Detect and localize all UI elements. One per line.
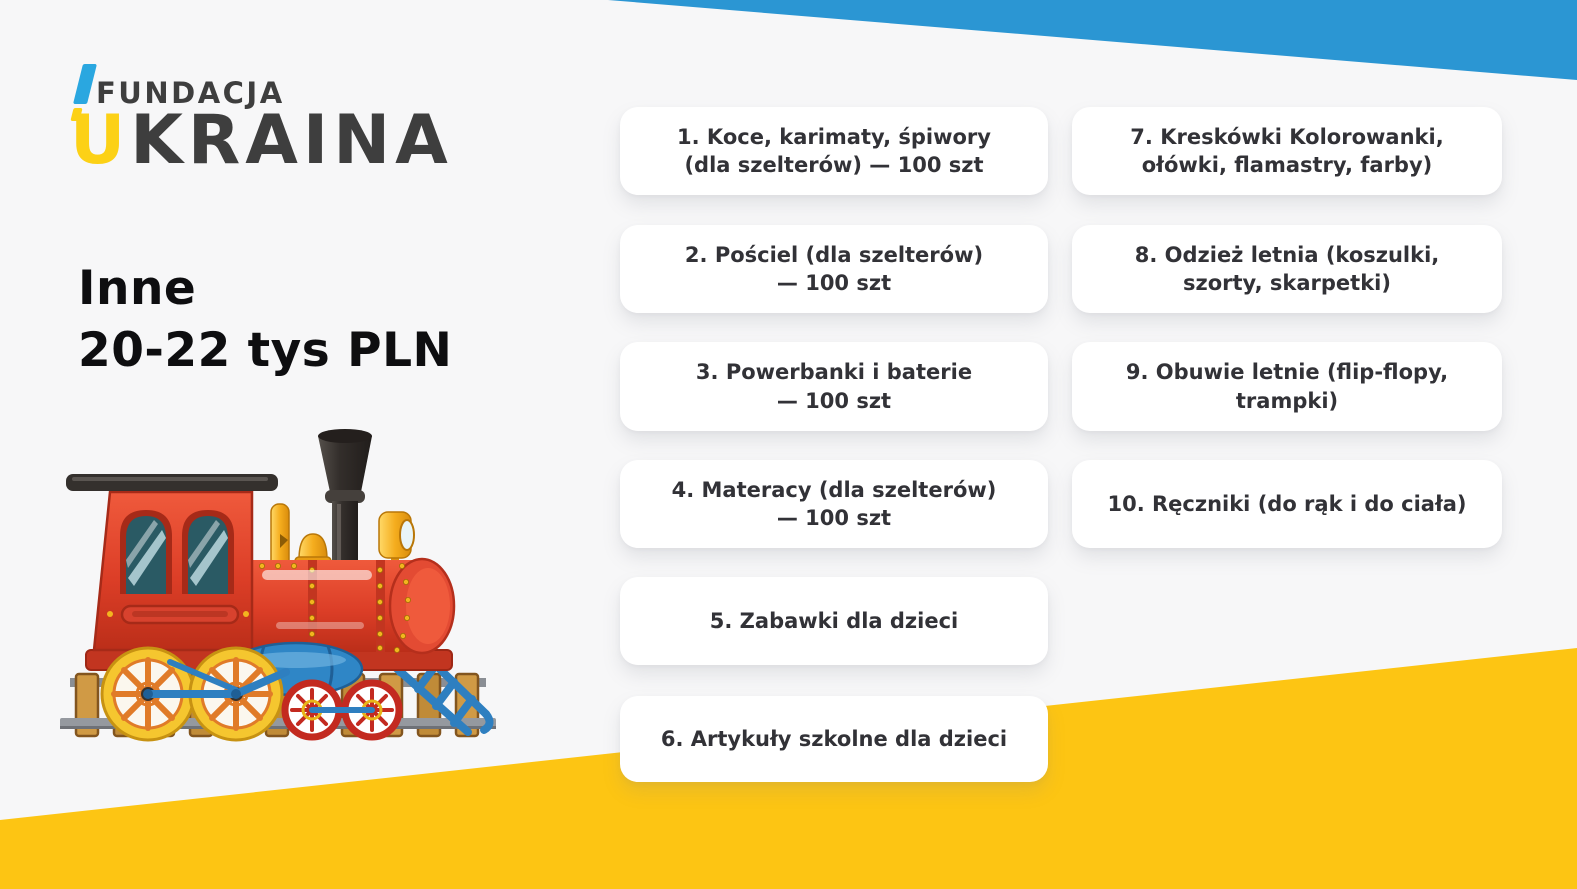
logo-word-fundacja: FUNDACJA — [96, 76, 285, 110]
item-line: — 100 szt — [776, 388, 892, 413]
item-line: 4. Materacy (dla szelterów) — [671, 477, 997, 502]
item-line: szorty, skarpetki) — [1183, 271, 1391, 295]
item-line: ołówki, flamastry, farby) — [1141, 153, 1433, 177]
item-line: 1. Koce, karimaty, śpiwory — [677, 124, 991, 149]
item-line: (dla szelterów) — 100 szt — [684, 153, 984, 177]
item-card-6 — [620, 696, 1048, 782]
item-line: 5. Zabawki dla dzieci — [709, 608, 959, 633]
cab — [66, 474, 278, 650]
logo-blue-accent-icon — [73, 64, 97, 104]
logo-letter-u: U — [70, 101, 131, 180]
item-card-10 — [1072, 460, 1502, 548]
page-title-line1: Inne — [78, 261, 197, 316]
item-line: 2. Pościel (dla szelterów) — [684, 242, 984, 267]
item-line: 9. Obuwie letnie (flip-flopy, — [1125, 360, 1449, 385]
item-line: 10. Ręczniki (do rąk i do ciała) — [1107, 491, 1467, 516]
page-title — [78, 258, 452, 382]
item-line: 7. Kreskówki Kolorowanki, — [1130, 124, 1444, 149]
item-card-4 — [620, 460, 1048, 548]
train-illustration — [50, 418, 505, 770]
logo-word-kraina: KRAINA — [130, 101, 453, 180]
item-line: — 100 szt — [776, 271, 892, 295]
item-card-7 — [1072, 107, 1502, 195]
item-card-2 — [620, 225, 1048, 313]
item-line: 8. Odzież letnia (koszulki, — [1134, 242, 1440, 267]
item-line: 3. Powerbanki i baterie — [695, 360, 973, 385]
item-card-9 — [1072, 342, 1502, 431]
item-card-8 — [1072, 225, 1502, 313]
boiler — [248, 559, 454, 653]
item-card-3 — [620, 342, 1048, 431]
item-card-1 — [620, 107, 1048, 195]
item-card-5 — [620, 577, 1048, 665]
item-line: 6. Artykuły szkolne dla dzieci — [660, 726, 1008, 751]
item-line: — 100 szt — [776, 506, 892, 530]
page-title-line2: 20-22 tys PLN — [78, 323, 453, 378]
item-line: trampki) — [1235, 388, 1339, 413]
logo-word-ukraina — [70, 102, 453, 180]
